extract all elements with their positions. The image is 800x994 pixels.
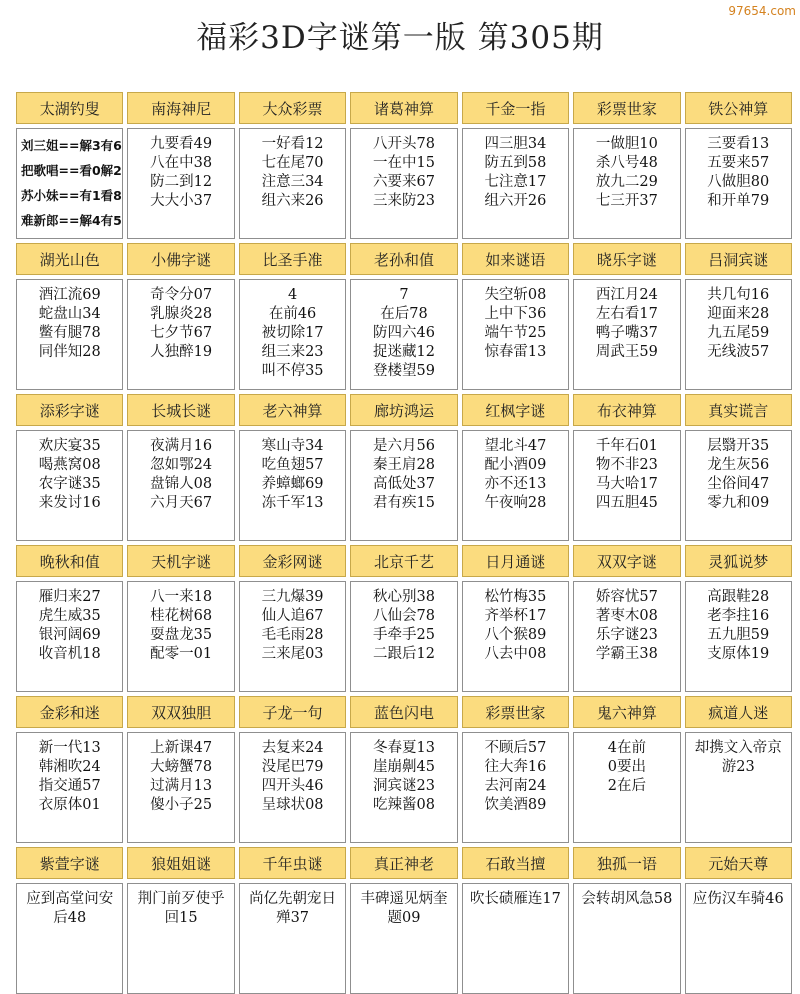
column-header: 子龙一句 <box>239 696 346 728</box>
riddle-line: 配小酒09 <box>484 457 547 473</box>
riddle-line: 一做胆10 <box>595 136 658 152</box>
column-header: 老六神算 <box>239 394 346 426</box>
riddle-cell <box>685 883 792 994</box>
riddle-line: 九五尾59 <box>707 325 770 341</box>
riddle-line: 吹长碛雁连17 <box>469 891 561 907</box>
riddle-cell <box>16 883 123 994</box>
riddle-cell <box>127 279 234 390</box>
riddle-line: 指交通57 <box>38 778 101 794</box>
riddle-cell <box>573 279 680 390</box>
riddle-line: 丰碑遥见炳奎题09 <box>360 891 448 926</box>
riddle-line: 韩湘吹24 <box>38 759 101 775</box>
riddle-line: 养蟑螂69 <box>261 476 324 492</box>
riddle-line: 却携文入帝京游23 <box>694 740 782 775</box>
riddle-line: 盘锦人08 <box>150 476 213 492</box>
column-header: 诸葛神算 <box>350 92 457 124</box>
column-header: 独孤一语 <box>573 847 680 879</box>
column-header: 老孙和值 <box>350 243 457 275</box>
riddle-line: 去河南24 <box>484 778 547 794</box>
riddle-line: 苏小妹==有1看8 <box>21 188 122 203</box>
riddle-line: 学霸王38 <box>595 646 658 662</box>
riddle-line: 物不非23 <box>595 457 658 473</box>
riddle-cell <box>462 430 569 541</box>
riddle-line: 应到高堂问安后48 <box>26 891 114 926</box>
column-header: 添彩字谜 <box>16 394 123 426</box>
riddle-line: 欢庆宴35 <box>38 438 101 454</box>
riddle-line: 荆门前歹使乎回15 <box>137 891 225 926</box>
riddle-line: 四三胆34 <box>484 136 547 152</box>
riddle-line: 难新郎==解4有5 <box>21 213 122 228</box>
riddle-cell <box>127 732 234 843</box>
riddle-line: 洞宾谜23 <box>373 778 435 794</box>
riddle-line: 农字谜35 <box>38 476 101 492</box>
riddle-line: 没尾巴79 <box>261 759 324 775</box>
riddle-line: 亦不还13 <box>484 476 547 492</box>
riddle-line: 八去中08 <box>484 646 547 662</box>
riddle-cell <box>127 883 234 994</box>
riddle-cell <box>16 430 123 541</box>
column-header: 千金一指 <box>462 92 569 124</box>
riddle-line: 高低处37 <box>373 476 435 492</box>
riddle-line: 支原体19 <box>707 646 770 662</box>
column-header: 红枫字谜 <box>462 394 569 426</box>
riddle-line: 叫不停35 <box>261 363 324 379</box>
riddle-line: 衣原体01 <box>38 797 101 813</box>
riddle-cell <box>239 430 346 541</box>
riddle-line: 防五到58 <box>484 155 547 171</box>
riddle-line: 大螃蟹78 <box>150 759 213 775</box>
riddle-line: 无线波57 <box>707 344 770 360</box>
riddle-cell <box>239 128 346 239</box>
riddle-line: 八个猴89 <box>484 627 547 643</box>
watermark: 97654.com <box>728 4 796 18</box>
riddle-line: 七夕节67 <box>150 325 213 341</box>
column-header: 小佛字谜 <box>127 243 234 275</box>
riddle-line: 喝燕窝08 <box>38 457 101 473</box>
riddle-line: 共几句16 <box>707 287 770 303</box>
column-header: 疯道人迷 <box>685 696 792 728</box>
riddle-cell <box>573 581 680 692</box>
riddle-line: 尘俗间47 <box>707 476 770 492</box>
column-header: 日月通谜 <box>462 545 569 577</box>
riddle-line: 新一代13 <box>38 740 101 756</box>
riddle-line: 上新课47 <box>150 740 213 756</box>
column-header: 长城长谜 <box>127 394 234 426</box>
riddle-line: 秦王肩28 <box>373 457 435 473</box>
riddle-line: 四开头46 <box>261 778 324 794</box>
riddle-line: 惊春雷13 <box>484 344 547 360</box>
column-header: 石敢当擅 <box>462 847 569 879</box>
column-header: 金彩和迷 <box>16 696 123 728</box>
riddle-line: 五要来57 <box>707 155 770 171</box>
riddle-cell <box>16 279 123 390</box>
column-header: 蓝色闪电 <box>350 696 457 728</box>
riddle-cell <box>239 279 346 390</box>
column-header: 紫萱字谜 <box>16 847 123 879</box>
column-header: 千年虫谜 <box>239 847 346 879</box>
riddle-line: 崖崩劓45 <box>373 759 435 775</box>
riddle-line: 周武王59 <box>595 344 658 360</box>
column-header: 彩票世家 <box>573 92 680 124</box>
riddle-line: 尚亿先朝宠日殚37 <box>249 891 337 926</box>
column-header: 晚秋和值 <box>16 545 123 577</box>
riddle-line: 三来尾03 <box>261 646 324 662</box>
column-header: 灵狐说梦 <box>685 545 792 577</box>
column-header: 鬼六神算 <box>573 696 680 728</box>
riddle-line: 零九和09 <box>707 495 770 511</box>
riddle-line: 捉迷藏12 <box>373 344 435 360</box>
riddle-line: 吃辣酱08 <box>373 797 435 813</box>
riddle-line: 秋心别38 <box>373 589 435 605</box>
riddle-cell <box>239 883 346 994</box>
riddle-line: 是六月56 <box>373 438 435 454</box>
riddle-line: 不顾后57 <box>484 740 547 756</box>
riddle-line: 冬春夏13 <box>373 740 435 756</box>
riddle-line: 冻千军13 <box>261 495 324 511</box>
column-header: 湖光山色 <box>16 243 123 275</box>
riddle-cell <box>127 581 234 692</box>
riddle-line: 傻小子25 <box>150 797 213 813</box>
riddle-line: 去复来24 <box>261 740 324 756</box>
riddle-line: 刘三姐==解3有6 <box>21 138 122 153</box>
riddle-cell <box>350 581 457 692</box>
page-title: 福彩3D字谜第一版 第305期 <box>196 20 604 56</box>
riddle-line: 八在中38 <box>150 155 213 171</box>
riddle-cell <box>685 279 792 390</box>
riddle-line: 三九爆39 <box>261 589 324 605</box>
riddle-line: 八仙会78 <box>373 608 435 624</box>
riddle-line: 把歌唱==看0解2 <box>21 163 122 178</box>
riddle-line: 防二到12 <box>150 174 213 190</box>
riddle-line: 五九胆59 <box>707 627 770 643</box>
riddle-line: 杀八号48 <box>595 155 658 171</box>
riddle-line: 在前46 <box>268 306 317 322</box>
riddle-line: 过满月13 <box>150 778 213 794</box>
riddle-line: 千年石01 <box>595 438 658 454</box>
riddle-line: 人独醉19 <box>150 344 213 360</box>
riddle-line: 四五胆45 <box>595 495 658 511</box>
riddle-cell <box>16 128 123 239</box>
riddle-cell <box>685 732 792 843</box>
riddle-line: 左右看17 <box>595 306 658 322</box>
riddle-cell <box>573 128 680 239</box>
riddle-line: 和开单79 <box>707 193 770 209</box>
riddle-line: 放九二29 <box>595 174 658 190</box>
riddle-line: 虎生威35 <box>38 608 101 624</box>
riddle-line: 往大奔16 <box>484 759 547 775</box>
riddle-line: 在后78 <box>380 306 428 322</box>
riddle-cell <box>239 732 346 843</box>
riddle-line: 九要看49 <box>150 136 213 152</box>
column-header: 吕洞宾谜 <box>685 243 792 275</box>
riddle-cell <box>350 128 457 239</box>
riddle-line: 上中下36 <box>484 306 547 322</box>
riddle-line: 一好看12 <box>261 136 324 152</box>
riddle-line: 鸭子嘴37 <box>595 325 658 341</box>
column-header: 太湖钓叟 <box>16 92 123 124</box>
riddle-line: 马大哈17 <box>595 476 658 492</box>
riddle-line: 六要来67 <box>373 174 435 190</box>
column-header: 金彩网谜 <box>239 545 346 577</box>
riddle-line: 奇令分07 <box>150 287 213 303</box>
riddle-line: 鳖有腿78 <box>38 325 101 341</box>
riddle-line: 0要出 <box>607 759 646 775</box>
column-header: 真正神老 <box>350 847 457 879</box>
riddle-line: 端午节25 <box>484 325 547 341</box>
riddle-line: 失空斩08 <box>484 287 547 303</box>
column-header: 如来谜语 <box>462 243 569 275</box>
riddle-line: 组六开26 <box>484 193 547 209</box>
riddle-cell <box>462 883 569 994</box>
column-header: 天机字谜 <box>127 545 234 577</box>
riddle-cell <box>573 430 680 541</box>
riddle-line: 七三开37 <box>595 193 658 209</box>
riddle-line: 午夜响28 <box>484 495 547 511</box>
riddle-line: 七在尾70 <box>261 155 324 171</box>
riddle-line: 7 <box>399 287 409 303</box>
riddle-line: 层翳开35 <box>707 438 770 454</box>
column-header: 北京千艺 <box>350 545 457 577</box>
column-header: 大众彩票 <box>239 92 346 124</box>
riddle-line: 夜满月16 <box>150 438 213 454</box>
riddle-line: 高跟鞋28 <box>707 589 770 605</box>
riddle-line: 老李拄16 <box>707 608 770 624</box>
riddle-line: 应伤汉车骑46 <box>692 891 784 907</box>
riddle-cell <box>350 883 457 994</box>
riddle-line: 六月天67 <box>150 495 213 511</box>
riddle-cell <box>462 279 569 390</box>
riddle-line: 桂花树68 <box>150 608 213 624</box>
riddle-cell <box>685 581 792 692</box>
column-header: 铁公神算 <box>685 92 792 124</box>
riddle-line: 八做胆80 <box>707 174 770 190</box>
riddle-line: 七注意17 <box>484 174 547 190</box>
riddle-line: 著枣木08 <box>595 608 658 624</box>
column-header: 彩票世家 <box>462 696 569 728</box>
riddle-line: 寒山寺34 <box>261 438 324 454</box>
riddle-line: 君有疾15 <box>373 495 435 511</box>
riddle-line: 一在中15 <box>373 155 435 171</box>
riddle-line: 登楼望59 <box>373 363 435 379</box>
riddle-line: 蛇盘山34 <box>38 306 101 322</box>
riddle-cell <box>462 732 569 843</box>
riddle-line: 组三来23 <box>261 344 324 360</box>
column-header: 真实谎言 <box>685 394 792 426</box>
riddle-cell <box>16 581 123 692</box>
riddle-line: 手牵手25 <box>373 627 435 643</box>
column-header: 廊坊鸿运 <box>350 394 457 426</box>
riddle-cell <box>685 128 792 239</box>
column-header: 双双字谜 <box>573 545 680 577</box>
riddle-cell <box>573 732 680 843</box>
riddle-line: 耍盘龙35 <box>150 627 213 643</box>
riddle-cell <box>350 279 457 390</box>
riddle-line: 吃鱼翅57 <box>261 457 324 473</box>
column-header: 狼姐姐谜 <box>127 847 234 879</box>
riddle-line: 龙生灰56 <box>707 457 770 473</box>
column-header: 南海神尼 <box>127 92 234 124</box>
riddle-line: 来发讨16 <box>38 495 101 511</box>
riddle-line: 乐字谜23 <box>595 627 658 643</box>
riddle-line: 会转胡风急58 <box>581 891 673 907</box>
riddle-line: 注意三34 <box>261 174 324 190</box>
riddle-line: 三来防23 <box>373 193 435 209</box>
riddle-line: 西江月24 <box>595 287 658 303</box>
riddle-line: 八一来18 <box>150 589 213 605</box>
riddle-line: 酒江流69 <box>38 287 101 303</box>
riddle-cell <box>573 883 680 994</box>
riddle-line: 组六来26 <box>261 193 324 209</box>
riddle-cell <box>350 430 457 541</box>
riddle-line: 二跟后12 <box>373 646 435 662</box>
riddle-cell <box>350 732 457 843</box>
riddle-cell <box>685 430 792 541</box>
riddle-line: 毛毛雨28 <box>261 627 324 643</box>
riddle-line: 雁归来27 <box>38 589 101 605</box>
riddle-line: 乳腺炎28 <box>150 306 213 322</box>
riddle-line: 收音机18 <box>38 646 101 662</box>
riddle-line: 忽如鄂24 <box>150 457 213 473</box>
riddle-line: 配零一01 <box>150 646 213 662</box>
riddle-line: 望北斗47 <box>484 438 547 454</box>
column-header: 布衣神算 <box>573 394 680 426</box>
riddle-line: 三要看13 <box>707 136 770 152</box>
riddle-line: 饮美酒89 <box>484 797 547 813</box>
column-header: 元始天尊 <box>685 847 792 879</box>
riddle-line: 齐举杯17 <box>484 608 547 624</box>
column-header: 双双独胆 <box>127 696 234 728</box>
riddle-line: 4 <box>287 287 298 303</box>
riddle-line: 迎面来28 <box>707 306 770 322</box>
riddle-line: 银河阔69 <box>38 627 101 643</box>
column-header: 晓乐字谜 <box>573 243 680 275</box>
riddle-line: 大大小37 <box>150 193 213 209</box>
riddle-line: 呈球状08 <box>261 797 324 813</box>
riddle-line: 同伴知28 <box>38 344 101 360</box>
riddle-line: 松竹梅35 <box>484 589 547 605</box>
riddle-line: 被切除17 <box>261 325 324 341</box>
riddle-cell <box>462 128 569 239</box>
riddle-cell <box>127 128 234 239</box>
riddle-line: 2在后 <box>607 778 646 794</box>
riddle-cell <box>127 430 234 541</box>
column-header: 比圣手准 <box>239 243 346 275</box>
riddle-line: 防四六46 <box>373 325 435 341</box>
riddle-line: 仙人追67 <box>261 608 324 624</box>
riddle-cell <box>16 732 123 843</box>
riddle-grid <box>16 92 792 940</box>
riddle-line: 4在前 <box>607 740 646 756</box>
riddle-line: 娇容忧57 <box>595 589 658 605</box>
riddle-cell <box>239 581 346 692</box>
riddle-cell <box>462 581 569 692</box>
riddle-line: 八开头78 <box>373 136 435 152</box>
